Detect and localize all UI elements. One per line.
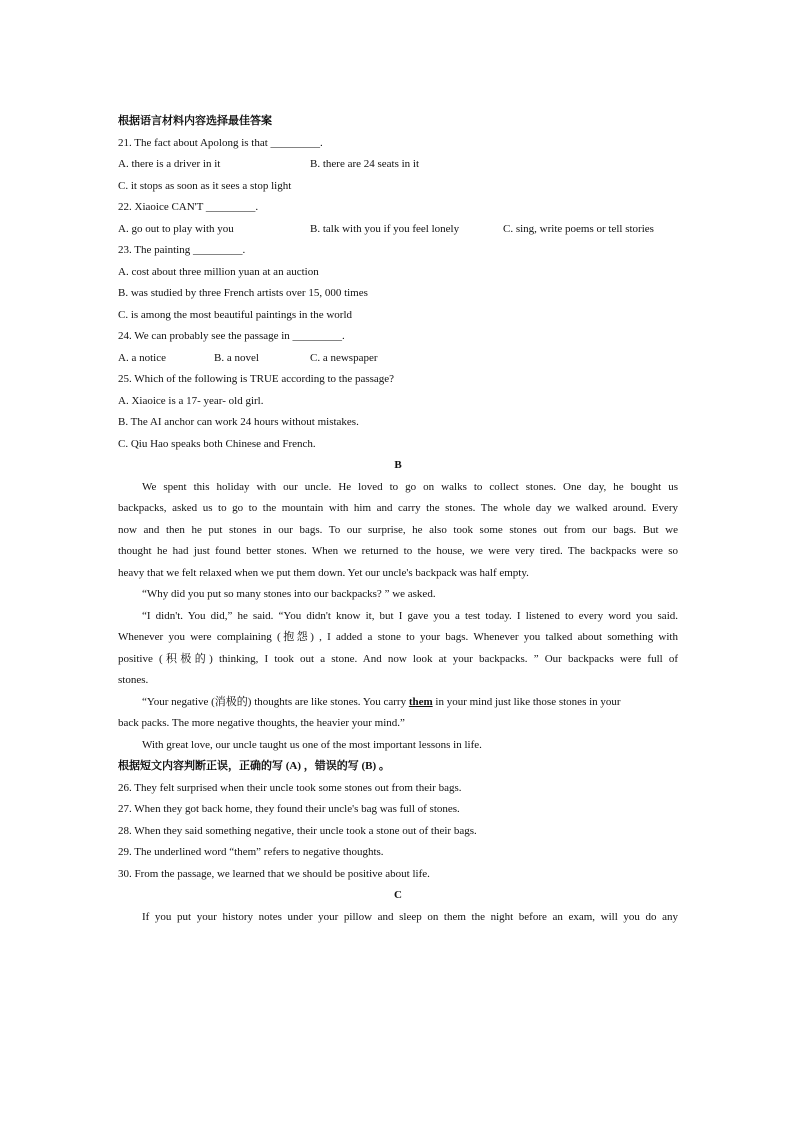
passage-b-line: heavy that we felt relaxed when we put them down. Yet our uncle's backpack was half empty. bbox=[118, 566, 529, 579]
question-25-option-b: B. The AI anchor can work 24 hours without mistakes. bbox=[118, 416, 359, 428]
question-22-options-row bbox=[118, 219, 678, 241]
passage-b-line: now and then he put stones in our bags. To our surprise, he also took some stones out from our bags. But we bbox=[118, 523, 678, 536]
passage-b-line: stones. bbox=[118, 674, 149, 686]
question-21-option-c: C. it stops as soon as it sees a stop light bbox=[118, 179, 292, 192]
question-21-option-b: B. there are 24 seats in it bbox=[310, 158, 420, 170]
question-22-stem: 22. Xiaoice CAN'T _________. bbox=[118, 201, 259, 213]
question-25-option-a: A. Xiaoice is a 17- year- old girl. bbox=[118, 394, 264, 407]
question-21-option-a: A. there is a driver in it bbox=[118, 158, 221, 170]
question-24-option-a: A. a notice bbox=[118, 351, 166, 364]
question-24-option-c: C. a newspaper bbox=[310, 351, 378, 364]
passage-b-text: in your mind just like those stones in your bbox=[432, 695, 621, 708]
passage-b-line: With great love, our uncle taught us one of the most important lessons in life. bbox=[142, 738, 482, 751]
section-a-instruction: 根据语言材料内容选择最佳答案 bbox=[118, 115, 272, 127]
question-25-stem: 25. Which of the following is TRUE according to the passage? bbox=[118, 373, 395, 385]
question-23-option-b: B. was studied by three French artists over 15, 000 times bbox=[118, 287, 368, 299]
statement-30: 30. From the passage, we learned that we should be positive about life. bbox=[118, 867, 430, 880]
question-21-stem: 21. The fact about Apolong is that _________. bbox=[118, 136, 323, 149]
statement-29: 29. The underlined word “them” refers to negative thoughts. bbox=[118, 846, 384, 858]
question-24-stem: 24. We can probably see the passage in _________. bbox=[118, 330, 345, 342]
statement-27: 27. When they got back home, they found their uncle's bag was full of stones. bbox=[118, 803, 460, 815]
question-25-option-c: C. Qiu Hao speaks both Chinese and French. bbox=[118, 437, 316, 450]
question-22-option-b: B. talk with you if you feel lonely bbox=[310, 222, 460, 235]
question-22-option-c: C. sing, write poems or tell stories bbox=[503, 222, 654, 235]
section-b-heading: B bbox=[394, 459, 402, 471]
section-b-instruction: 根据短文内容判断正误，正确的写 (A) ，错误的写 (B) 。 bbox=[118, 760, 390, 772]
underlined-word-them: them bbox=[408, 695, 433, 708]
passage-b-line: backpacks, asked us to go to the mountain with him and carry the stones. The whole day we walked around. Every bbox=[118, 502, 678, 514]
passage-b-line: Whenever you were complaining (抱怨) , I added a stone to your bags. Whenever you talked about something with bbox=[118, 631, 678, 643]
passage-c-line: If you put your history notes under your pillow and sleep on them the night before an exam, will you do any bbox=[142, 910, 678, 923]
statement-26: 26. They felt surprised when their uncle took some stones out from their bags. bbox=[118, 781, 462, 794]
question-21-options-row bbox=[118, 154, 678, 176]
passage-b-line: back packs. The more negative thoughts, the heavier your mind.” bbox=[118, 717, 405, 729]
passage-b-line: We spent this holiday with our uncle. He loved to go on walks to collect stones. One day, he bought us bbox=[142, 480, 678, 493]
question-23-option-a: A. cost about three million yuan at an auction bbox=[118, 265, 319, 278]
section-c-heading: C bbox=[394, 889, 402, 901]
passage-b-line bbox=[118, 692, 678, 714]
passage-b-line: positive (积极的) thinking, I took out a stone. And now look at your backpacks. ” Our backpacks were full of bbox=[118, 652, 678, 665]
question-23-option-c: C. is among the most beautiful paintings in the world bbox=[118, 308, 353, 321]
passage-b-line: “Why did you put so many stones into our backpacks? ” we asked. bbox=[142, 588, 436, 600]
question-23-stem: 23. The painting _________. bbox=[118, 244, 246, 256]
question-24-options-row bbox=[118, 348, 678, 370]
document-page bbox=[118, 111, 678, 928]
statement-28: 28. When they said something negative, their uncle took a stone out of their bags. bbox=[118, 824, 477, 837]
passage-b-line: thought he had just found better stones. When we returned to the house, we were very tired. The backpacks were so bbox=[118, 545, 678, 557]
question-24-option-b: B. a novel bbox=[214, 351, 259, 364]
question-22-option-a: A. go out to play with you bbox=[118, 222, 234, 235]
passage-b-line: “I didn't. You did,” he said. “You didn't know it, but I gave you a test today. I listened to every word you said. bbox=[142, 609, 678, 622]
passage-b-text: “Your negative (消极的) thoughts are like stones. You carry bbox=[142, 695, 409, 708]
